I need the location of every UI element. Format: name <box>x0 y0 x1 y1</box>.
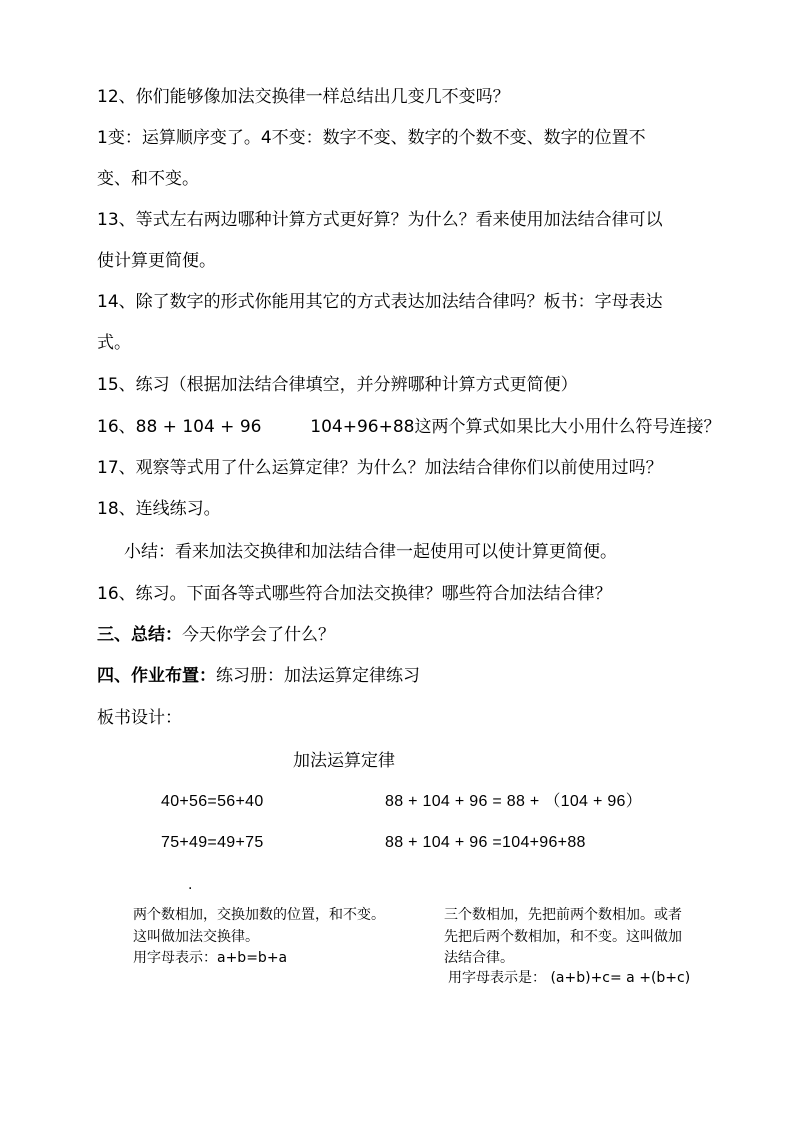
section-4-heading: 四、作业布置： <box>97 666 216 686</box>
item-16b: 16、练习。下面各等式哪些符合加法交换律？哪些符合加法结合律？ <box>97 584 612 604</box>
item-16a-question: 104+96+88这两个算式如果比大小用什么符号连接？ <box>310 417 721 437</box>
section-3 <box>97 624 335 646</box>
board-eq2-left: 75+49=49+75 <box>161 834 264 851</box>
note-associative-3: 法结合律。 <box>444 950 514 966</box>
item-12: 12、你们能够像加法交换律一样总结出几变几不变吗？ <box>97 87 510 107</box>
item-14-line-a: 14、除了数字的形式你能用其它的方式表达加法结合律吗？板书：字母表达 <box>97 292 663 312</box>
item-18: 18、连线练习。 <box>97 499 221 519</box>
board-design-label: 板书设计： <box>97 708 182 728</box>
note-associative-4: 用字母表示是： (a+b)+c= a +(b+c) <box>448 970 691 986</box>
item-1-line-b: 变、和不变。 <box>97 169 199 189</box>
section-4 <box>97 665 420 687</box>
item-1-line-a: 1变：运算顺序变了。4不变：数字不变、数字的个数不变、数字的位置不 <box>97 128 646 148</box>
board-eq1-left: 40+56=56+40 <box>161 793 264 810</box>
summary-line: 小结：看来加法交换律和加法结合律一起使用可以使计算更简便。 <box>124 542 617 562</box>
section-3-heading: 三、总结： <box>97 625 182 645</box>
board-eq2-right: 88 + 104 + 96 =104+96+88 <box>385 834 586 851</box>
note-associative-2: 先把后两个数相加，和不变。这叫做加 <box>444 929 682 945</box>
section-3-text: 今天你学会了什么？ <box>182 625 335 645</box>
note-commutative-2: 这叫做加法交换律。 <box>133 929 259 945</box>
board-title: 加法运算定律 <box>293 751 395 771</box>
note-associative-1: 三个数相加，先把前两个数相加。或者 <box>444 907 682 923</box>
note-commutative-3: 用字母表示：a+b=b+a <box>133 950 288 966</box>
item-17: 17、观察等式用了什么运算定律？为什么？加法结合律你们以前使用过吗？ <box>97 458 663 478</box>
item-14-line-b: 式。 <box>97 333 131 353</box>
item-16a-expression: 16、88 + 104 + 96 <box>97 417 262 437</box>
stray-dot: . <box>188 877 193 893</box>
item-16a <box>97 416 720 438</box>
board-eq1-right: 88 + 104 + 96 = 88 + （104 + 96） <box>385 793 643 810</box>
note-commutative-1: 两个数相加，交换加数的位置，和不变。 <box>133 907 385 923</box>
item-13-line-a: 13、等式左右两边哪种计算方式更好算？为什么？看来使用加法结合律可以 <box>97 210 663 230</box>
item-13-line-b: 使计算更简便。 <box>97 251 216 271</box>
item-15: 15、练习（根据加法结合律填空，并分辨哪种计算方式更简便） <box>97 375 578 395</box>
section-4-text: 练习册：加法运算定律练习 <box>216 666 420 686</box>
